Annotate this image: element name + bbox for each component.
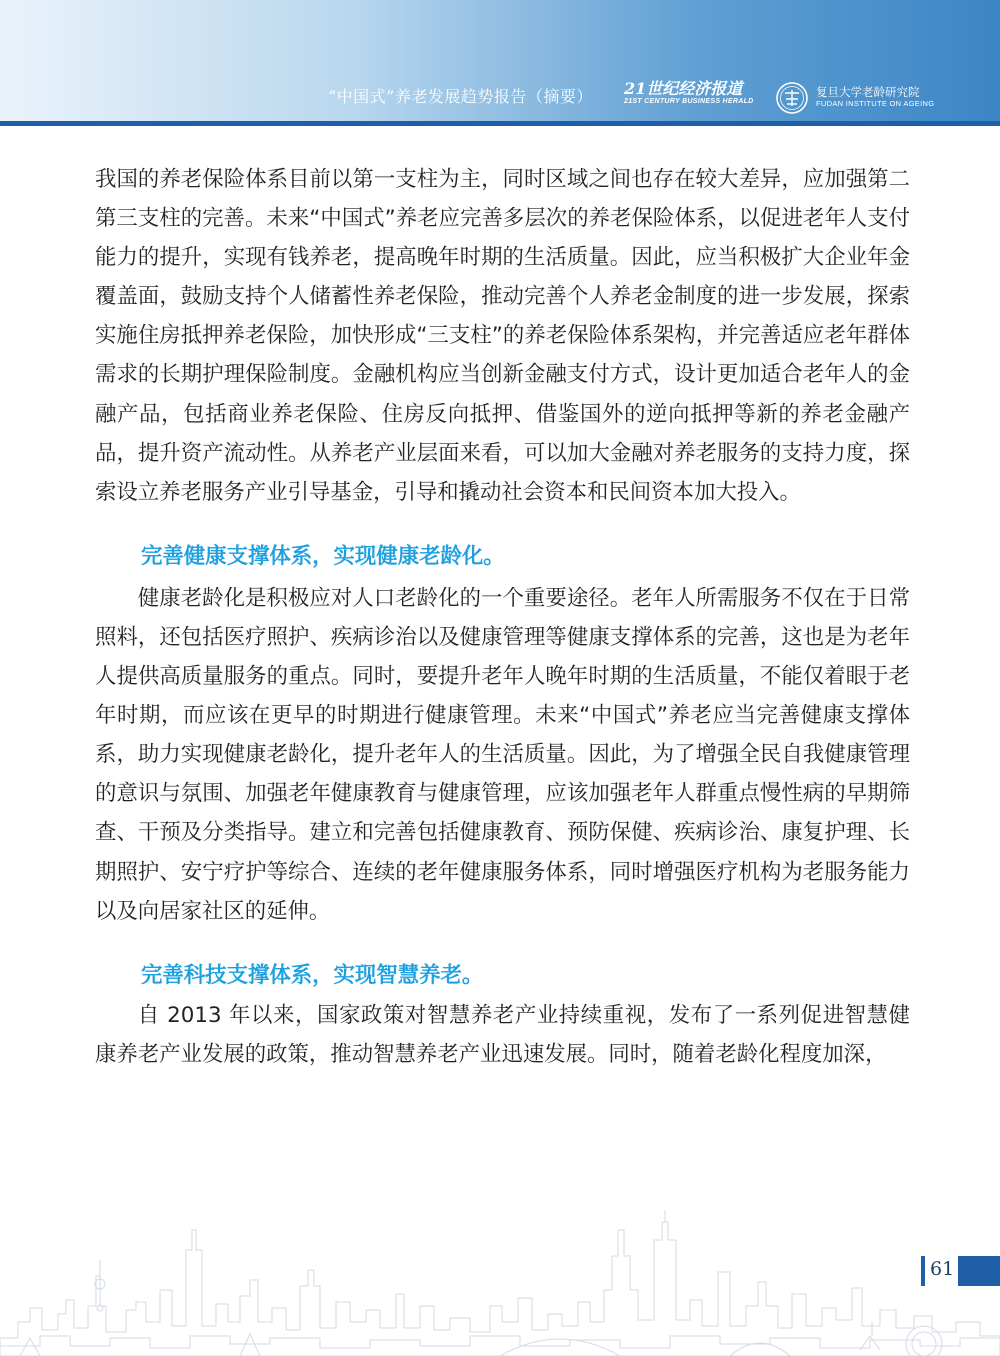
article-body — [95, 160, 910, 1074]
section-heading-tech: 完善科技支撑体系，实现智慧养老。 — [141, 962, 484, 988]
header-band — [0, 0, 1000, 126]
fudan-name-cn: 复旦大学老龄研究院 — [816, 85, 920, 99]
city-skyline-illustration — [0, 1210, 1000, 1356]
paragraph-pension: 我国的养老保险体系目前以第一支柱为主，同时区域之间也存在较大差异，应加强第二第三支柱的完善。未来“中国式”养老应完善多层次的养老保险体系，以促进老年人支付能力的提升，实现有钱养老，提高晚年时期的生活质量。因此，应当积极扩大企业年金覆盖面，鼓励支持个人储蓄性养老保险，推动完善个人养老金制度的进一步发展，探索实施住房抵押养老保险，加快形成“三支柱”的养老保险体系架构，并完善适应老年群体需求的长期护理保险制度。金融机构应当创新金融支付方式，设计更加适合老年人的金融产品，包括商业养老保险、住房反向抵押、借鉴国外的逆向抵押等新的养老金融产品，提升资产流动性。从养老产业层面来看，可以加大金融对养老服务的支持力度，探索设立养老服务产业引导基金，引导和撬动社会资本和民间资本加大投入。 — [95, 167, 910, 505]
herald-logo-cn: 21世纪经济报道 — [624, 79, 743, 98]
herald-logo — [624, 80, 754, 105]
paragraph-health: 健康老龄化是积极应对人口老龄化的一个重要途径。老年人所需服务不仅在于日常照料，还包括医疗照护、疾病诊治以及健康管理等健康支撑体系的完善，这也是为老年人提供高质量服务的重点。同时，要提升老年人晚年时期的生活质量，不能仅着眼于老年时期，而应该在更早的时期进行健康管理。未来“中国式”养老应当完善健康支撑体系，助力实现健康老龄化，提升老年人的生活质量。因此，为了增强全民自我健康管理的意识与氛围、加强老年健康教育与健康管理，应该加强老年人群重点慢性病的早期筛查、干预及分类指导。建立和完善包括健康教育、预防保健、疾病诊治、康复护理、长期照护、安宁疗护等综合、连续的老年健康服务体系，同时增强医疗机构为老服务能力以及向居家社区的延伸。 — [95, 585, 910, 924]
fudan-name-en: FUDAN INSTITUTE ON AGEING — [816, 99, 935, 108]
page-number-block — [921, 1256, 1000, 1286]
page-number: 61 — [930, 1258, 955, 1280]
fudan-institute-name — [816, 85, 934, 108]
herald-logo-en: 21ST CENTURY BUSINESS HERALD — [624, 98, 754, 105]
page-edge-tab — [958, 1256, 1000, 1286]
report-title: “中国式”养老发展趋势报告（摘要） — [328, 87, 593, 106]
paragraph-tech: 自 2013 年以来，国家政策对智慧养老产业持续重视，发布了一系列促进智慧健康养老产业发展的政策，推动智慧养老产业迅速发展。同时，随着老龄化程度加深， — [95, 1002, 910, 1067]
header-rule — [0, 121, 1000, 126]
fudan-emblem-icon — [776, 82, 808, 114]
page-number-bar — [921, 1256, 925, 1286]
section-heading-health: 完善健康支撑体系，实现健康老龄化。 — [141, 543, 505, 569]
